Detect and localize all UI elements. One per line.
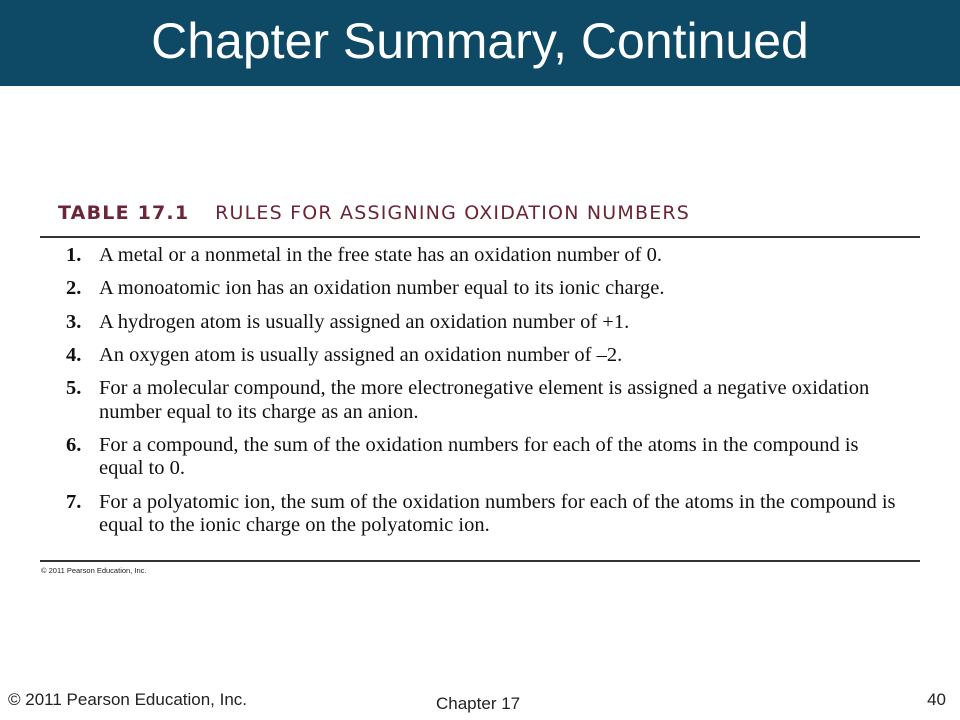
rule-number: 7. [66, 490, 82, 513]
rule-number: 1. [66, 244, 82, 266]
footer-copyright: © 2011 Pearson Education, Inc. [8, 690, 248, 709]
rule-text: For a molecular compound, the more electronegative element is assigned a negative oxidation number equal to its charge as an anion. [99, 377, 870, 423]
slide-title: Chapter Summary, Continued [151, 13, 809, 69]
rule-number: 5. [66, 377, 82, 400]
rule-number: 6. [66, 433, 82, 456]
rule-item-7 [66, 491, 906, 538]
rule-text: A metal or a nonmetal in the free state has an oxidation number of 0. [99, 244, 663, 266]
rule-item-6 [66, 434, 906, 481]
rule-number: 2. [66, 277, 82, 300]
table-caption: RULES FOR ASSIGNING OXIDATION NUMBERS [215, 202, 691, 224]
footer-chapter: Chapter 17 [436, 694, 521, 713]
table-top-rule [40, 236, 920, 238]
rule-text: An oxygen atom is usually assigned an oxidation number of –2. [99, 343, 623, 366]
rule-item-2 [66, 277, 906, 301]
table-bottom-rule [40, 560, 920, 562]
rule-text: For a polyatomic ion, the sum of the oxidation numbers for each of the atoms in the compound is equal to the ionic charge on the polyatomic ion. [99, 490, 896, 537]
footer-page-number: 40 [927, 690, 946, 709]
rule-number: 3. [66, 310, 82, 333]
rule-item-4 [66, 344, 906, 368]
rule-text: A hydrogen atom is usually assigned an oxidation number of +1. [99, 310, 630, 333]
rules-list [66, 244, 906, 548]
rule-item-1 [66, 244, 906, 268]
rule-text: A monoatomic ion has an oxidation number equal to its ionic charge. [99, 277, 665, 300]
table-credit: © 2011 Pearson Education, Inc. [41, 566, 147, 575]
rule-number: 4. [66, 343, 82, 366]
table-number: TABLE 17.1 [58, 202, 190, 224]
header-bar [0, 0, 960, 86]
rule-item-3 [66, 311, 906, 335]
table-heading [58, 202, 690, 224]
rule-text: For a compound, the sum of the oxidation numbers for each of the atoms in the compound is equal to 0. [99, 433, 859, 480]
rule-item-5 [66, 377, 906, 424]
